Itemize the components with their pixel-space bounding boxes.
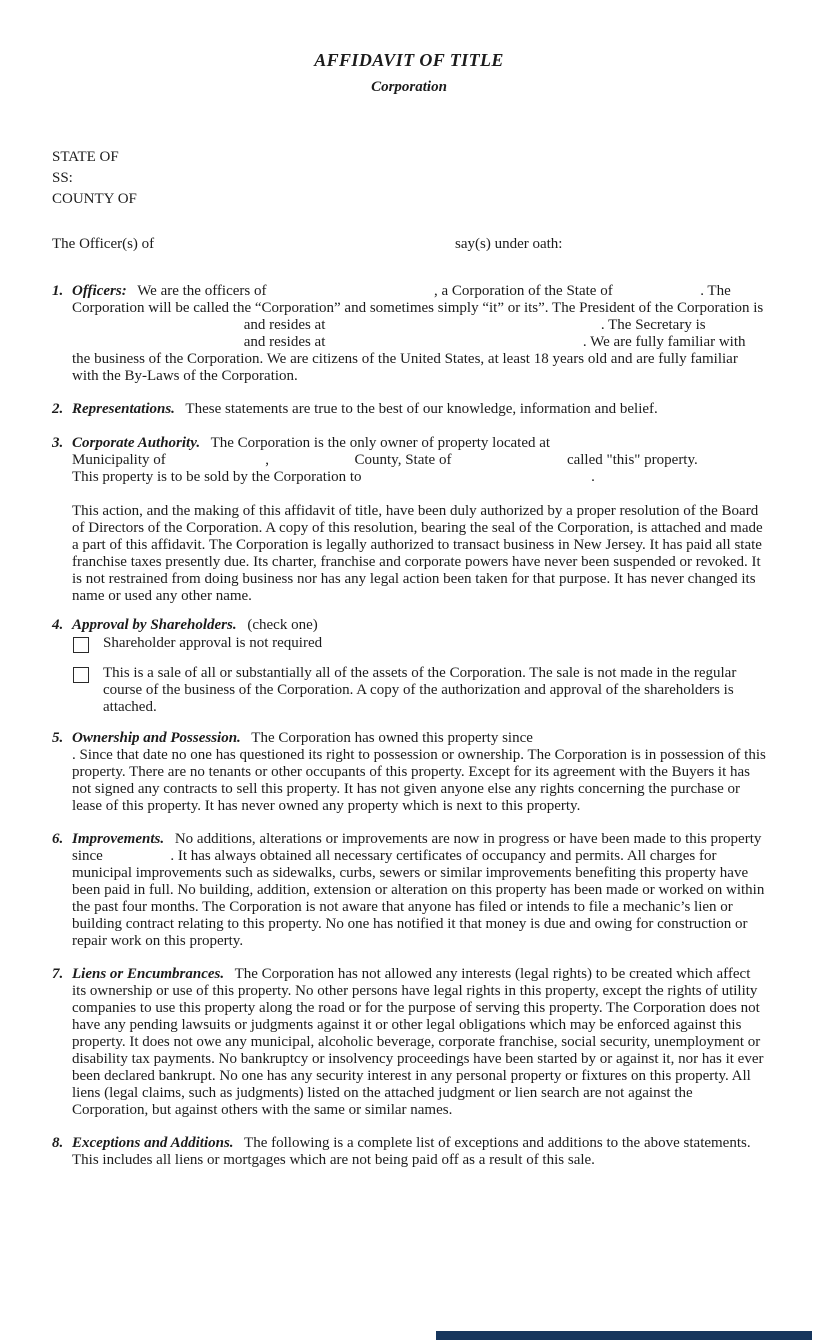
text-run: and resides at [243,317,326,333]
check-one-instruction: (check one) [247,617,318,633]
section-8-exceptions-and-additions [52,1135,766,1169]
section-5-heading: Ownership and Possession. [72,730,241,746]
section-3-authorization-paragraph: This action, and the making of this affidavit of title, have been duly authorized by a proper resolution of the Board of Directors of the Corporation. A copy of this resolution, bearing the seal of the Corporation, is attached and made a part of this affidavit. The Corporation is legally authorized to transact business in New Jersey. It has paid all state franchise taxes presently due. Its charter, franchise and corporate powers have never been suspended or revoked. It is not restrained from doing business nor has any legal action been taken for that purpose. It has never changed its name or used any other name. [72,503,763,604]
blank-secretary-address[interactable] [329,344,579,346]
section-3-heading: Corporate Authority. [72,435,201,451]
text-run: This property is to be sold by the Corporation to [72,469,362,485]
section-8-number: 8. [52,1135,64,1151]
checkbox-label: This is a sale of all or substantially all of the assets of the Corporation. The sale is not made in the regular course of the business of the Corporation. A copy of the authorization and approval of the shareholders is attached. [103,665,737,715]
blank-improvements-date[interactable] [107,858,167,860]
oath-line [52,236,766,253]
oath-prefix: The Officer(s) of [52,236,155,252]
checkbox-approval-not-required[interactable] [73,637,89,653]
sold-to-line [72,469,766,486]
ss-label: SS: [52,170,73,186]
sale-of-assets-option-row [72,665,766,716]
section-6-number: 6. [52,831,64,847]
text-run: . We are fully familiar with [582,334,746,350]
blank-municipality[interactable] [170,462,262,464]
section-6-improvements [52,831,766,950]
text-run: , a Corporation of the State of [433,283,613,299]
section-4-approval-by-shareholders [52,617,766,716]
checkbox-sale-of-assets[interactable] [73,667,89,683]
text-run: . Since that date no one has questioned its right to possession or ownership. The Corporation is in possession of this property. There are no tenants or other occupants of this property. Except for its agreement with the Buyers it has not signed any contracts to sell this property. It has not given anyone else any rights concerning the purchase or lease of this property. It has never owned any property which is next to this property. [72,747,766,814]
section-7-heading: Liens or Encumbrances. [72,966,225,982]
text-run: called "this" property. [566,452,698,468]
section-3-location-paragraph [72,435,766,452]
blank-state-of-incorporation[interactable] [616,293,696,295]
section-8-paragraph [72,1135,766,1169]
state-of-label: STATE OF [52,149,119,165]
section-5-ownership-and-possession [52,730,766,815]
section-1-heading: Officers: [72,283,127,299]
blank-buyer-name[interactable] [365,479,587,481]
section-7-paragraph [72,966,766,1119]
page-subtitle: Corporation [371,79,447,95]
section-1-number: 1. [52,283,64,299]
text-run: The Corporation has not allowed any interests (legal rights) to be created which affect its ownership or use of this property. No other persons have legal rights in this property, except the rights of utility companies to use this property along the road or for the purpose of serving this property. The Corporation does not have any pending lawsuits or judgments against it or other legal obligations which may be enforced against this property. It does not owe any municipal, alcoholic beverage, corporate franchise, social security, unemployment or disability tax payments. No bankruptcy or insolvency proceedings have been started by or against it, nor has it ever been declared bankrupt. No one has any security interest in any personal property or fixtures on this property. All liens (legal claims, such as judgments) listed on the attached judgment or lien search are not against the Corporation, but against others with the same or similar names. [72,966,764,1118]
text-run: . It has always obtained all necessary certificates of occupancy and permits. All charges for municipal improvements such as sidewalks, curbs, sewers or similar improvements benefiting this property have been paid in full. No building, addition, extension or alteration on this property has been made or worked on within the past four months. The Corporation is not aware that anyone has filed or intends to file a mechanic’s lien or building contract relating to this property. No one has notified it that money is due and owing for construction or repair work on this property. [72,848,765,949]
oath-suffix: say(s) under oath: [455,236,563,252]
page-title: AFFIDAVIT OF TITLE [314,50,504,70]
text-run: The Corporation is the only owner of property located at [210,435,551,451]
section-1-tail-paragraph: the business of the Corporation. We are citizens of the United States, at least 18 years old and are fully familiar with the By-Laws of the Corporation. [72,351,738,384]
text-run: County, State of [354,452,452,468]
section-4-number: 4. [52,617,64,633]
text-run: The Corporation has owned this property since [251,730,533,746]
text-run: . The Secretary is [600,317,706,333]
affidavit-document [52,50,766,1169]
text-run: . The Corporation will be called the “Corporation” and sometimes simply “it” or its”. The President of the Corporation is [72,283,764,316]
municipality-line [72,452,766,469]
text-run: No additions, alterations or improvements are now in progress or have been made to this property since [72,831,762,864]
section-7-liens-or-encumbrances [52,966,766,1119]
president-resides-line [72,317,766,334]
blank-property-state[interactable] [455,462,563,464]
text-run: We are the officers of [137,283,267,299]
section-5-paragraph [72,730,766,815]
county-of-label: COUNTY OF [52,191,137,207]
text-run: Municipality of [72,452,166,468]
section-2-heading: Representations. [72,401,175,417]
blank-ownership-date[interactable] [537,740,765,742]
text-run: . [591,469,595,485]
section-2-paragraph [72,401,766,418]
text-run: The following is a complete list of exceptions and additions to the above statements. This includes all liens or mortgages which are not being paid off as a result of this sale. [72,1135,751,1168]
secretary-resides-line [72,334,766,351]
blank-county[interactable] [273,462,351,464]
section-2-number: 2. [52,401,64,417]
section-4-heading: Approval by Shareholders. [72,617,237,633]
shareholder-approval-option-row [72,635,766,653]
section-4-heading-line [72,617,766,634]
section-6-heading: Improvements. [72,831,165,847]
text-run: and resides at [243,334,326,350]
bottom-navy-bar [436,1331,812,1340]
section-2-representations [52,401,766,418]
blank-corporation-name[interactable] [270,293,430,295]
section-6-paragraph [72,831,766,950]
section-8-heading: Exceptions and Additions. [72,1135,234,1151]
section-5-number: 5. [52,730,64,746]
blank-secretary-name[interactable] [72,344,240,346]
blank-president-name[interactable] [72,327,240,329]
text-run: , [265,452,269,468]
section-7-number: 7. [52,966,64,982]
section-1-officers [52,283,766,385]
section-3-corporate-authority [52,435,766,605]
blank-president-address[interactable] [329,327,597,329]
section-3-number: 3. [52,435,64,451]
section-1-intro-paragraph [72,283,766,317]
checkbox-label: Shareholder approval is not required [103,635,323,651]
venue-block [52,147,766,210]
text-run: These statements are true to the best of our knowledge, information and belief. [185,401,658,417]
